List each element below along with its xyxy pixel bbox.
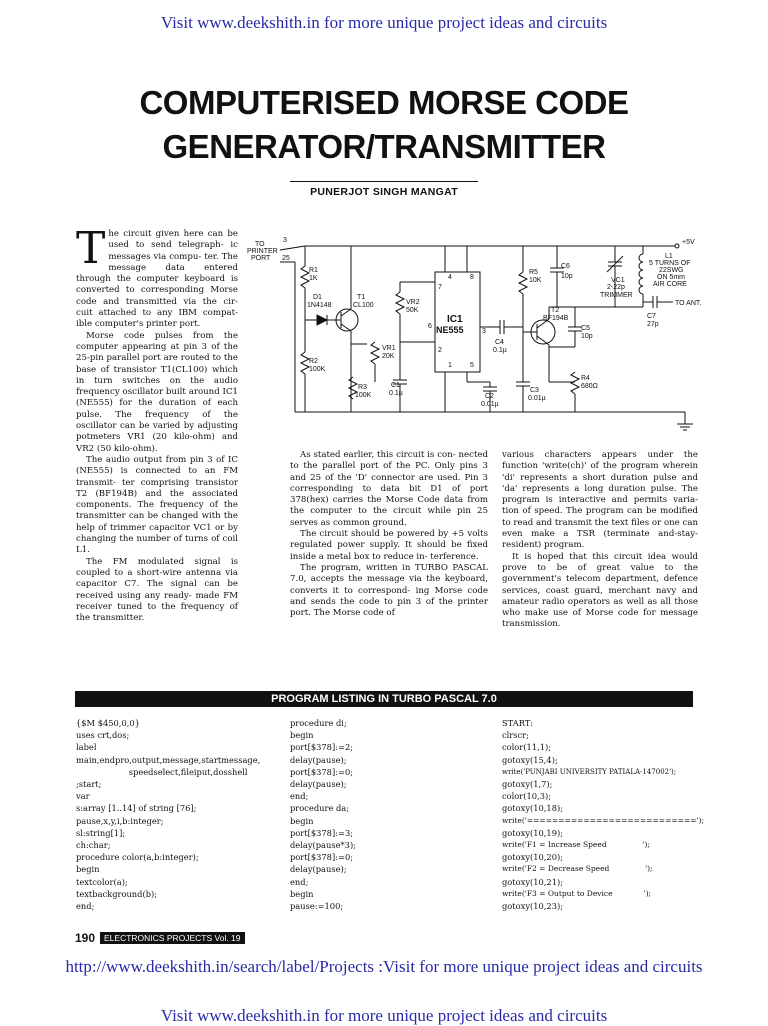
schematic-label: 4: [448, 274, 452, 281]
code-line: end;: [290, 791, 309, 802]
schematic-label: C1: [391, 382, 400, 389]
schematic-label: 100K: [309, 366, 326, 373]
code-line: write('PUNJABI UNIVERSITY PATIALA-147002');: [502, 767, 677, 776]
schematic-label: R1: [309, 267, 318, 274]
code-column-1: [76, 717, 276, 912]
code-line: port[$378]:=2;: [290, 742, 354, 753]
paragraph: It is hoped that this circuit idea would prove to be of great value to the government's telecom department, defence services, coast guard, merchant navy and amateur radio operators as well as all those who make use of Morse code for message transmission.: [502, 551, 698, 630]
schematic-label: R5: [529, 269, 538, 276]
schematic-label: 2: [438, 347, 442, 354]
magazine-footer: ELECTRONICS PROJECTS Vol. 19: [100, 932, 245, 944]
code-line: begin: [290, 888, 314, 899]
code-line: write('F2 = Decrease Speed ');: [502, 864, 653, 874]
code-line: ch:char;: [76, 840, 111, 851]
schematic-label: R4: [581, 375, 590, 382]
code-column-3: [502, 717, 705, 912]
code-line: gotoxy(10,18);: [502, 803, 564, 814]
code-line: write('F1 = Increase Speed ');: [502, 840, 650, 850]
code-line: procedure da;: [290, 803, 350, 814]
article-column-1: [76, 223, 238, 624]
schematic-label: 8: [470, 274, 474, 281]
code-line: color(10,3);: [502, 791, 551, 802]
schematic-label: C5: [581, 325, 590, 332]
schematic-label: T1: [357, 294, 366, 301]
schematic-label: +5V: [682, 239, 695, 246]
program-listing-banner: PROGRAM LISTING IN TURBO PASCAL 7.0: [75, 691, 693, 707]
schematic-label: PRINTER: [247, 248, 278, 255]
code-line: s:array [1..14] of string [76];: [76, 803, 197, 814]
schematic-label: 5: [470, 362, 474, 369]
code-line: begin: [290, 730, 314, 741]
author-byline: PUNERJOT SINGH MANGAT: [310, 186, 458, 198]
schematic-label: BF194B: [543, 315, 569, 322]
paragraph: The audio output from pin 3 of IC (NE555) is connected to an FM transmit- ter comprising transistor T2 (BF194B) and the associated components. The frequency of the transmitter can be changed with the help of trimmer capacitor VC1 or by changing the number of turns of coil L1.: [76, 454, 238, 556]
schematic-label: 50K: [406, 307, 419, 314]
schematic-label: 680Ω: [581, 383, 598, 390]
paragraph: The FM modulated signal is coupled to a short-wire antenna via capacitor C7. The signal can be received using any ready- made FM receiver tuned to the frequency of the transmitter.: [76, 556, 238, 624]
code-line: write('===========================');: [502, 815, 705, 825]
paragraph: The circuit should be powered by +5 volts regulated power supply. It should be fixed inside a metal box to reduce in- terference.: [290, 529, 488, 562]
code-line: gotoxy(10,21);: [502, 876, 564, 887]
schematic-label: 0.01µ: [528, 395, 546, 402]
schematic-label: D1: [313, 294, 322, 301]
schematic-label: 10K: [529, 277, 542, 284]
schematic-label: 3: [482, 328, 486, 335]
code-line: pause,x,y,i,b:integer;: [76, 815, 164, 826]
paragraph: Morse code pulses from the computer appearing at pin 3 of the 25-pin parallel port are routed to the base of transistor T1(CL100) which in turn switches on the audio frequency oscillator built around IC1 (NE555) for the duration of each pulse. The frequency of the oscillator can be varied by adjusting potmeters VR1 (20 kilo-ohm) and VR2 (50 kilo-ohm).: [76, 330, 238, 454]
paragraph: various characters appears under the function 'write(ch)' of the program wherein 'di' represents a short duration pulse and 'da' represents a long duration pulse. The program is interactive and permits varia- tion of speed. The program can be modified to read and transmit the text files or one can even make a TSR (terminate and-stay- resident) program.: [502, 450, 698, 551]
schematic-label: 100K: [355, 392, 372, 399]
code-line: delay(pause);: [290, 864, 347, 875]
code-line: textbackground(b);: [76, 888, 158, 899]
schematic-label: 22SWG: [659, 267, 684, 274]
schematic-label: 1K: [309, 275, 318, 282]
code-line: port[$378]:=0;: [290, 852, 354, 863]
code-line: begin: [290, 815, 314, 826]
schematic-label: R3: [358, 384, 367, 391]
schematic-label: NE555: [436, 325, 464, 335]
code-line: end;: [76, 901, 95, 912]
schematic-label: C2: [485, 393, 494, 400]
schematic-label: TO: [255, 241, 265, 248]
schematic-label: 25: [282, 255, 290, 262]
code-line: port[$378]:=0;: [290, 766, 354, 777]
schematic-label: C4: [495, 339, 504, 346]
schematic-label: TRIMMER: [600, 292, 633, 299]
code-line: port[$378]:=3;: [290, 827, 354, 838]
code-line: gotoxy(1,7);: [502, 779, 553, 790]
paragraph: As stated earlier, this circuit is con- nected to the parallel port of the PC. Only pins 3 and 25 of the 'D' connector are used. Pin 3 corresponding to data bit D1 of port 378(hex) carries the Morse Code data from the computer to the circuit while pin 25 serves as common ground.: [290, 450, 488, 528]
code-line: procedure di;: [290, 718, 347, 728]
schematic-label: 5 TURNS OF: [649, 260, 691, 267]
code-line: {$M $450,0,0}: [76, 718, 140, 728]
code-line: label: [76, 742, 97, 753]
schematic-label: 10p: [561, 273, 573, 280]
schematic-label: TO ANT.: [675, 300, 702, 307]
schematic-label: 7: [438, 284, 442, 291]
code-line: end;: [290, 876, 309, 887]
schematic-label: 27p: [647, 321, 659, 328]
schematic-label: ON 5mm: [657, 274, 685, 281]
schematic-label: 3: [283, 237, 287, 244]
schematic-label: CL100: [353, 302, 374, 309]
code-line: delay(pause*3);: [290, 840, 356, 851]
code-line: sl:string[1];: [76, 827, 126, 838]
schematic-label: 2-22p: [607, 284, 625, 291]
article-column-3: [502, 450, 698, 631]
code-line: textcolor(a);: [76, 876, 128, 887]
code-line: write('F3 = Output to Device ');: [502, 888, 652, 898]
schematic-label: VR1: [382, 345, 396, 352]
schematic-label: C7: [647, 313, 656, 320]
code-line: clrscr;: [502, 730, 529, 741]
code-line: color(11,1);: [502, 742, 551, 753]
paragraph: The circuit given here can be used to send telegraph- ic messages via compu- ter. The message data entered through the computer keyboard is converted to corresponding Morse code and transmitted via the cir- cuit attached to any IBM compat- ible computer's printer port.: [76, 223, 238, 330]
code-line: gotoxy(15,4);: [502, 754, 558, 765]
code-line: delay(pause);: [290, 754, 347, 765]
schematic-label: 0.1µ: [493, 347, 507, 354]
byline-rule: [290, 181, 478, 182]
schematic-label: T2: [551, 307, 560, 314]
schematic-label: 0.1µ: [389, 390, 403, 397]
schematic-label: 20K: [382, 353, 395, 360]
schematic-label: IC1: [447, 314, 463, 325]
code-line: gotoxy(10,19);: [502, 827, 564, 838]
code-line: gotoxy(10,20);: [502, 852, 564, 863]
schematic-label: 10p: [581, 333, 593, 340]
code-line: pause:=100;: [290, 901, 344, 912]
schematic-label: C3: [530, 387, 539, 394]
schematic-label: 1: [448, 362, 452, 369]
code-line: procedure color(a,b:integer);: [76, 852, 199, 863]
schematic-label: 6: [428, 323, 432, 330]
footer-link-projects[interactable]: http://www.deekshith.in/search/label/Projects :Visit for more unique project ideas and circuits: [65, 957, 703, 976]
footer-link-visit[interactable]: Visit www.deekshith.in for more unique project ideas and circuits: [160, 1006, 608, 1025]
schematic-label: VC1: [611, 277, 625, 284]
code-line: begin: [76, 864, 100, 875]
circuit-schematic: [245, 232, 705, 442]
header-link[interactable]: Visit www.deekshith.in for more unique project ideas and circuits: [160, 13, 608, 32]
paragraph: The program, written in TURBO PASCAL 7.0, accepts the message via the keyboard, converts it to correspond- ing Morse code and sends the code to pin 3 of the printer port. The Morse code of: [290, 562, 488, 619]
code-line: gotoxy(10,23);: [502, 901, 564, 912]
code-column-2: [290, 717, 490, 912]
article-title-line2: GENERATOR/TRANSMITTER: [162, 128, 606, 165]
code-line: delay(pause);: [290, 779, 347, 790]
schematic-label: 1N4148: [307, 302, 332, 309]
code-line: START:: [502, 718, 533, 728]
schematic-label: C6: [561, 263, 570, 270]
schematic-label: L1: [665, 253, 673, 260]
code-line: uses crt,dos;: [76, 730, 130, 741]
schematic-label: PORT: [251, 255, 271, 262]
article-column-2: [290, 450, 488, 619]
schematic-label: R2: [309, 358, 318, 365]
page-number: 190: [75, 931, 96, 945]
code-line: speedselect,fileiput,dosshell: [76, 766, 248, 777]
schematic-label: AIR CORE: [653, 281, 687, 288]
schematic-label: VR2: [406, 299, 420, 306]
schematic-label: 0.01µ: [481, 401, 499, 408]
drop-cap: T: [76, 223, 106, 274]
code-line: main,endpro,output,message,startmessage,: [76, 754, 261, 765]
code-line: var: [76, 791, 90, 802]
code-line: ;start;: [76, 779, 102, 790]
article-title-line1: COMPUTERISED MORSE CODE: [139, 84, 629, 121]
